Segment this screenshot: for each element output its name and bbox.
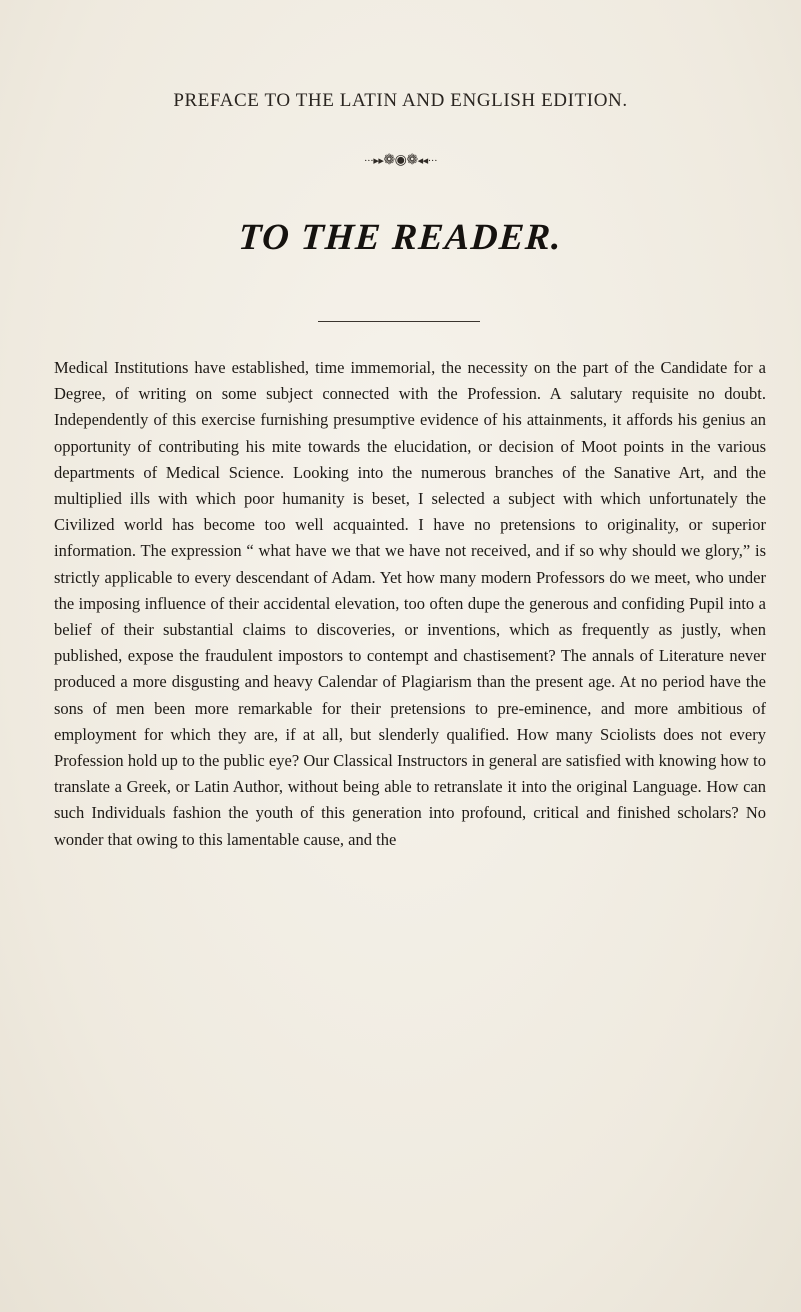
title-divider-rule <box>318 321 480 322</box>
ornament-right: ◂◂··· <box>417 155 438 167</box>
page-title: TO THE READER. <box>237 217 564 258</box>
ornament-center: ❁◉❁ <box>383 153 418 168</box>
body-paragraph: Medical Institutions have established, time immemorial, the necessity on the part of the Candidate for a Degree, of writing on some subject connected with the Profession. A salutary requisite no doubt. Independently of this exercise furnishing presumptive evidence of his attainments, it affords his genius an opportunity of contributing his mite towards the elucidation, or decision of Moot points in the various departments of Medical Science. Looking into the numerous branches of the Sanative Art, and the multiplied ills with which poor humanity is beset, I selected a subject with which unfortunately the Civilized world has become too well acquainted. I have no pretensions to originality, or superior information. The expression “ what have we that we have not received, and if so why should we glory,” is strictly applicable to every descendant of Adam. Yet how many modern Professors do we meet, who under the imposing influence of their accidental elevation, too often dupe the generous and confiding Pupil into a belief of their substantial claims to discoveries, or inventions, which as frequently as justly, when published, expose the fraudulent impostors to contempt and chastisement? The annals of Literature never produced a more disgusting and heavy Calendar of Plagiarism than the present age. At no period have the sons of men been more remarkable for their pretensions to pre-eminence, and more ambitious of employment for which they are, if at all, but slenderly qualified. How many Sciolists does not every Profession hold up to the public eye? Our Classical Instructors in general are satisfied with knowing how to translate a Greek, or Latin Author, without being able to retranslate it into the original Language. How can such Individuals fashion the youth of this generation into profound, critical and finished scholars? No wonder that owing to this lamentable cause, and the <box>54 358 766 849</box>
running-head: PREFACE TO THE LATIN AND ENGLISH EDITION. <box>173 90 628 111</box>
printer-ornament <box>0 152 801 169</box>
ornament-left: ···▸▸ <box>363 155 384 167</box>
preface-body <box>54 355 766 853</box>
